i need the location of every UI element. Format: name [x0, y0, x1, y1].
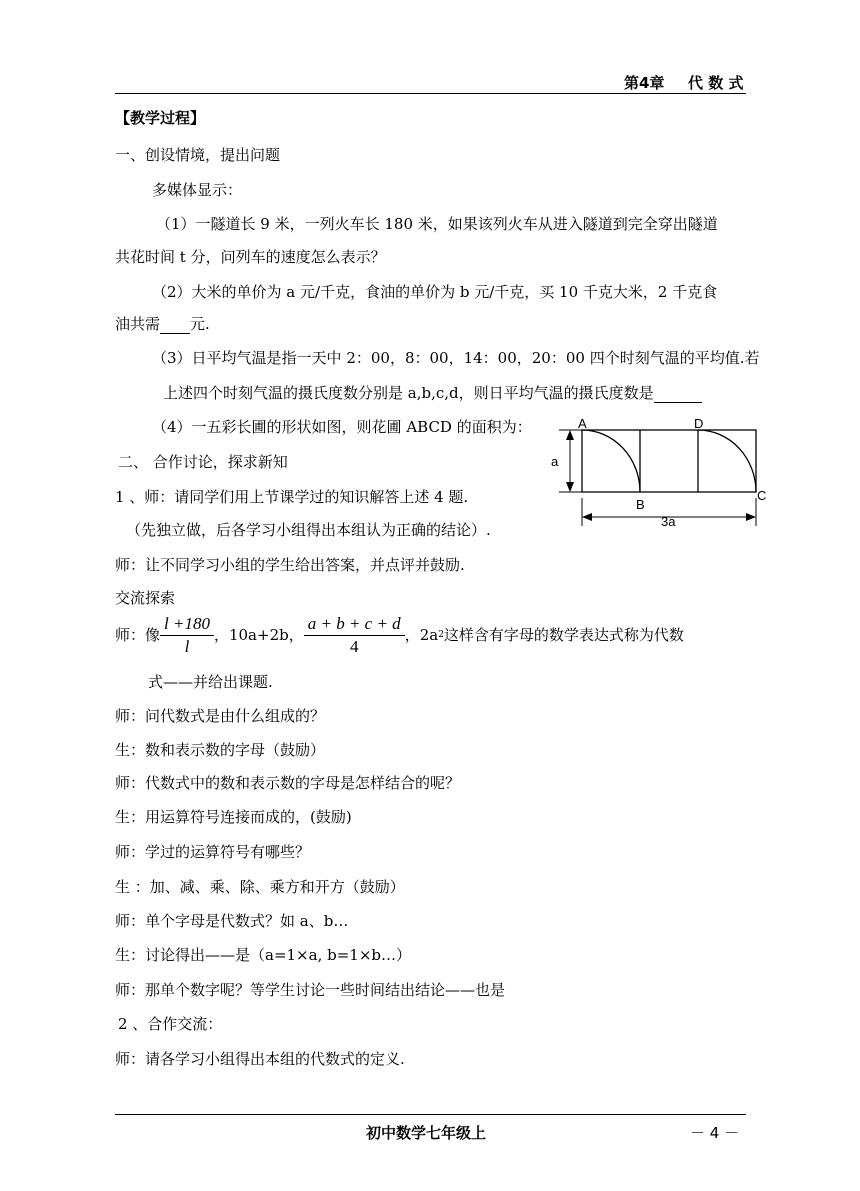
fraction-1	[160, 613, 214, 658]
part2-heading: 二、 合作讨论，探求新知	[118, 453, 288, 471]
chapter-label: 第4章	[624, 74, 665, 92]
dialog-line: 生 ：加、减、乘、除、乘方和开方（鼓励）	[115, 878, 405, 896]
fraction-1-numerator: l +180	[160, 613, 214, 636]
label-A: A	[578, 418, 587, 431]
media-label: 多媒体显示：	[152, 181, 243, 199]
expression-line	[115, 609, 684, 661]
dialog-line: 师：单个字母是代数式？如 a、b…	[115, 912, 349, 930]
arrow-head	[746, 513, 756, 521]
q2-line2	[115, 314, 210, 334]
section-title: 【教学过程】	[115, 109, 206, 127]
step2: 2 、合作交流：	[118, 1015, 223, 1033]
teacher-line: 师：让不同学习小组的学生给出答案，并点评并鼓励.	[115, 556, 465, 574]
garden-figure	[545, 418, 775, 530]
label-B: B	[636, 497, 645, 512]
q1-line1: （1）一隧道长 9 米，一列火车长 180 米，如果该列火车从进入隧道到完全穿出隧道	[156, 215, 718, 233]
dialog-line: 生：用运算符号连接而成的，(鼓励)	[115, 808, 352, 826]
fraction-2-denominator: 4	[349, 636, 359, 656]
q2-line2-start: 油共需	[115, 315, 161, 333]
answer-blank	[160, 319, 190, 334]
teacher-last-line: 师：请各学习小组得出本组的代数式的定义.	[115, 1050, 405, 1068]
dialog-line: 生：数和表示数的字母（鼓励）	[115, 741, 326, 759]
arrow-head	[582, 513, 592, 521]
expr-mid-2: ，2a	[404, 626, 439, 644]
dialog-line: 师：代数式中的数和表示数的字母是怎样结合的呢？	[115, 774, 461, 792]
dialog-line: 师：学过的运算符号有哪些？	[115, 843, 311, 861]
part1-heading: 一、创设情境，提出问题	[115, 146, 281, 164]
quarter-arc	[698, 430, 756, 492]
arrow-head	[566, 482, 574, 492]
dialog-line: 师：那单个数字呢？等学生讨论一些时间结出结论——也是	[115, 981, 506, 999]
dialog-line: 师：问代数式是由什么组成的？	[115, 707, 326, 725]
label-C: C	[757, 488, 767, 503]
q3-line1: （3）日平均气温是指一天中 2：00，8：00，14：00，20：00 四个时刻气温的平均值.若	[152, 349, 760, 367]
header-rule	[115, 93, 746, 94]
q3-line2	[163, 383, 702, 403]
footer-book: 初中数学七年级上	[366, 1124, 487, 1142]
dialog-line: 生：讨论得出——是（a=1×a, b=1×b…）	[115, 946, 411, 964]
expr-prefix: 师：像	[115, 626, 161, 644]
quarter-arc	[582, 430, 640, 492]
explore-label: 交流探索	[115, 589, 176, 607]
q1-line2: 共花时间 t 分，问列车的速度怎么表示？	[115, 248, 386, 266]
q4-text: （4）一五彩长圃的形状如图，则花圃 ABCD 的面积为：	[152, 418, 532, 436]
q2-line2-end: 元.	[190, 315, 210, 333]
fraction-1-denominator: l	[184, 636, 190, 656]
chapter-title: 代 数 式	[688, 74, 744, 92]
answer-blank	[654, 388, 702, 403]
footer-rule	[115, 1114, 746, 1115]
label-D: D	[694, 418, 704, 431]
fraction-2	[304, 613, 405, 658]
label-3a: 3a	[661, 514, 676, 529]
q2-line1: （2）大米的单价为 a 元/千克，食油的单价为 b 元/千克，买 10 千克大米，2 千克食	[152, 283, 718, 301]
expr-suffix: 这样含有字母的数学表达式称为代数	[443, 626, 684, 644]
expression-continued: 式——并给出课题.	[148, 673, 273, 691]
fraction-2-numerator: a + b + c + d	[304, 613, 405, 636]
page-number: － 4 －	[690, 1124, 740, 1142]
arrow-head	[566, 430, 574, 440]
step1: 1 、师：请同学们用上节课学过的知识解答上述 4 题.	[115, 488, 469, 506]
q3-line2-text: 上述四个时刻气温的摄氏度数分别是 a,b,c,d，则日平均气温的摄氏度数是	[163, 384, 654, 402]
label-a: a	[551, 454, 559, 469]
step1-note: （先独立做，后各学习小组得出本组认为正确的结论）.	[126, 521, 491, 539]
expr-mid-1: ，10a+2b，	[213, 626, 304, 644]
exponent: 2	[438, 630, 444, 640]
